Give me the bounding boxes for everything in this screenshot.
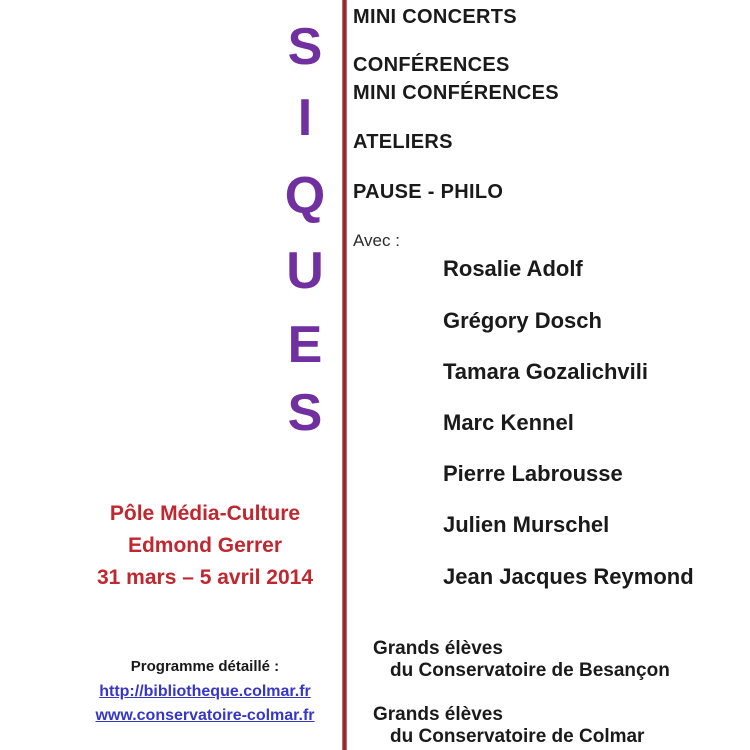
performer-name: Rosalie Adolf [443,256,583,281]
event-label-mini-conferences: MINI CONFÉRENCES [353,82,559,104]
vertical-title-letter: S [287,18,323,76]
event-label-ateliers: ATELIERS [353,131,453,153]
group-besancon-line2: du Conservatoire de Besançon [390,660,670,681]
programme-link-row [55,680,355,704]
programme-title: Programme détaillé : [130,658,280,675]
vertical-title-letter: S [287,384,323,442]
performer-name: Jean Jacques Reymond [443,564,694,589]
vertical-title-letter: E [287,316,323,374]
event-label-conferences: CONFÉRENCES [353,54,510,76]
performer-name: Pierre Labrousse [443,461,623,486]
venue-block [55,498,355,594]
venue-name-line2: Edmond Gerrer [127,534,283,557]
event-label-pause-philo: PAUSE - PHILO [353,181,504,203]
avec-label: Avec : [353,231,400,250]
performer-name: Marc Kennel [443,410,574,435]
event-dates: 31 mars – 5 avril 2014 [96,566,313,589]
performer-name: Grégory Dosch [443,308,602,333]
programme-link-row [55,704,355,728]
vertical-title-letter: I [297,89,313,147]
vertical-title-letter: Q [284,167,326,225]
conservatoire-link[interactable]: www.conservatoire-colmar.fr [95,707,315,724]
event-label-mini-concerts: MINI CONCERTS [353,6,517,28]
vertical-title-letter: U [286,242,324,300]
programme-block [55,658,355,728]
group-besancon-line1: Grands élèves [373,638,503,659]
vertical-divider-line [342,0,347,750]
performer-name: Tamara Gozalichvili [443,359,649,384]
venue-name-line1: Pôle Média-Culture [109,502,301,525]
bibliotheque-link[interactable]: http://bibliotheque.colmar.fr [99,683,311,700]
group-colmar-line2: du Conservatoire de Colmar [390,726,645,747]
group-colmar-line1: Grands élèves [373,704,503,725]
performer-name: Julien Murschel [443,512,610,537]
